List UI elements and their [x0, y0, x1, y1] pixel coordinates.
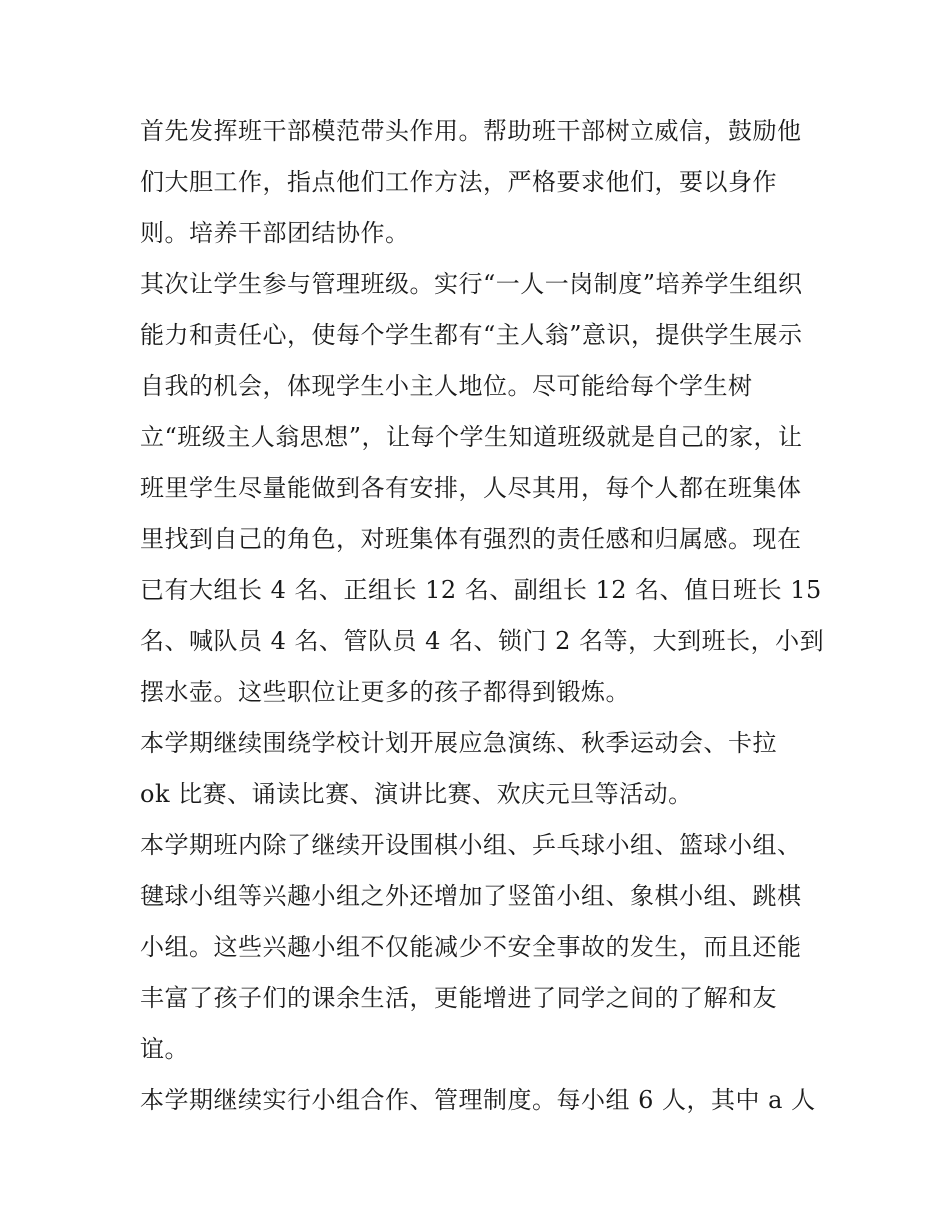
text-line: 里找到自己的角色，对班集体有强烈的责任感和归属感。现在: [140, 525, 802, 553]
text-line: 本学期继续围绕学校计划开展应急演练、秋季运动会、卡拉: [140, 729, 777, 757]
text-line: 立“班级主人翁思想”，让每个学生知道班级就是自己的家，让: [140, 423, 803, 451]
text-line: 班里学生尽量能做到各有安排，人尽其用，每个人都在班集体: [140, 474, 802, 502]
text-line: ok 比赛、诵读比赛、演讲比赛、欢庆元旦等活动。: [140, 780, 693, 808]
text-line: 本学期继续实行小组合作、管理制度。每小组 6 人，其中 a 人: [140, 1086, 816, 1114]
text-line: 摆水壶。这些职位让更多的孩子都得到锻炼。: [140, 678, 630, 706]
text-line: 首先发挥班干部模范带头作用。帮助班干部树立威信，鼓励他: [140, 117, 802, 145]
text-line: 谊。: [140, 1035, 189, 1063]
document-body: [140, 106, 825, 1126]
text-line: 自我的机会，体现学生小主人地位。尽可能给每个学生树: [140, 372, 753, 400]
text-line: 其次让学生参与管理班级。实行“一人一岗制度”培养学生组织: [140, 270, 803, 298]
text-line: 毽球小组等兴趣小组之外还增加了竖笛小组、象棋小组、跳棋: [140, 882, 802, 910]
text-line: 已有大组长 4 名、正组长 12 名、副组长 12 名、值日班长 15: [140, 576, 822, 604]
text-line: 名、喊队员 4 名、管队员 4 名、锁门 2 名等，大到班长，小到: [140, 627, 825, 655]
text-line: 能力和责任心，使每个学生都有“主人翁”意识，提供学生展示: [140, 321, 803, 349]
text-line: 则。培养干部团结协作。: [140, 219, 410, 247]
text-line: 们大胆工作，指点他们工作方法，严格要求他们，要以身作: [140, 168, 777, 196]
text-line: 小组。这些兴趣小组不仅能减少不安全事故的发生，而且还能: [140, 933, 802, 961]
text-line: 丰富了孩子们的课余生活，更能增进了同学之间的了解和友: [140, 984, 777, 1012]
text-line: 本学期班内除了继续开设围棋小组、乒乓球小组、篮球小组、: [140, 831, 802, 859]
